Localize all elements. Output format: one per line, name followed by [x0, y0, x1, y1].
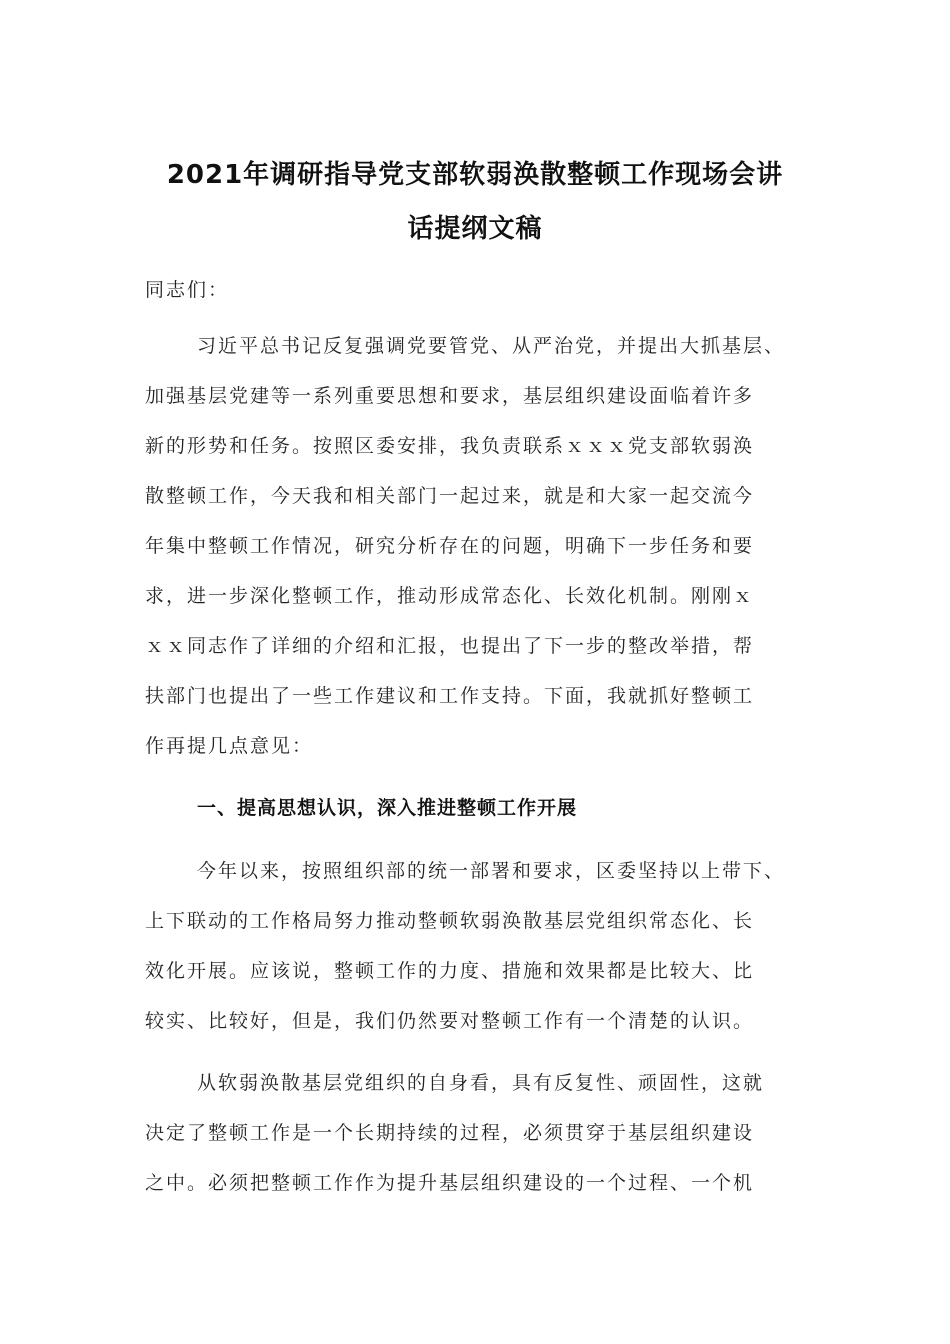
paragraph-line: 之中。必须把整顿工作作为提升基层组织建设的一个过程、一个机: [145, 1172, 755, 1194]
salutation: 同志们：: [145, 279, 230, 301]
paragraph-intro: [145, 321, 805, 771]
paragraph-line: 散整顿工作，今天我和相关部门一起过来，就是和大家一起交流今: [145, 485, 755, 507]
paragraph-line: ｘｘ同志作了详细的介绍和汇报，也提出了下一步的整改举措，帮: [145, 635, 755, 657]
paragraph-line: 较实、比较好，但是，我们仍然要对整顿工作有一个清楚的认识。: [145, 1010, 755, 1032]
paragraph-section1-b: [145, 1058, 805, 1208]
paragraph-line: 扶部门也提出了一些工作建议和工作支持。下面，我就抓好整顿工: [145, 685, 755, 707]
paragraph-line: 从软弱涣散基层党组织的自身看，具有反复性、顽固性，这就: [197, 1072, 765, 1094]
paragraph-line: 求，进一步深化整顿工作，推动形成常态化、长效化机制。刚刚ｘ: [145, 585, 755, 607]
document-title: [145, 148, 805, 256]
paragraph-section1: [145, 846, 805, 1046]
paragraph-line: 今年以来，按照组织部的统一部署和要求，区委坚持以上带下、: [197, 860, 786, 882]
paragraph-line: 年集中整顿工作情况，研究分析存在的问题，明确下一步任务和要: [145, 535, 755, 557]
title-line-2: 话提纲文稿: [407, 214, 543, 244]
paragraph-line: 习近平总书记反复强调党要管党、从严治党，并提出大抓基层、: [197, 335, 786, 357]
paragraph-line: 决定了整顿工作是一个长期持续的过程，必须贯穿于基层组织建设: [145, 1122, 755, 1144]
paragraph-line: 效化开展。应该说，整顿工作的力度、措施和效果都是比较大、比: [145, 960, 755, 982]
paragraph-line: 加强基层党建等一系列重要思想和要求，基层组织建设面临着许多: [145, 385, 755, 407]
section-heading-1: 一、提高思想认识，深入推进整顿工作开展: [197, 797, 578, 819]
paragraph-line: 上下联动的工作格局努力推动整顿软弱涣散基层党组织常态化、长: [145, 910, 755, 932]
title-line-1: 2021年调研指导党支部软弱涣散整顿工作现场会讲: [166, 160, 784, 190]
paragraph-line: 新的形势和任务。按照区委安排，我负责联系ｘｘｘ党支部软弱涣: [145, 435, 755, 457]
paragraph-line: 作再提几点意见：: [145, 735, 314, 757]
